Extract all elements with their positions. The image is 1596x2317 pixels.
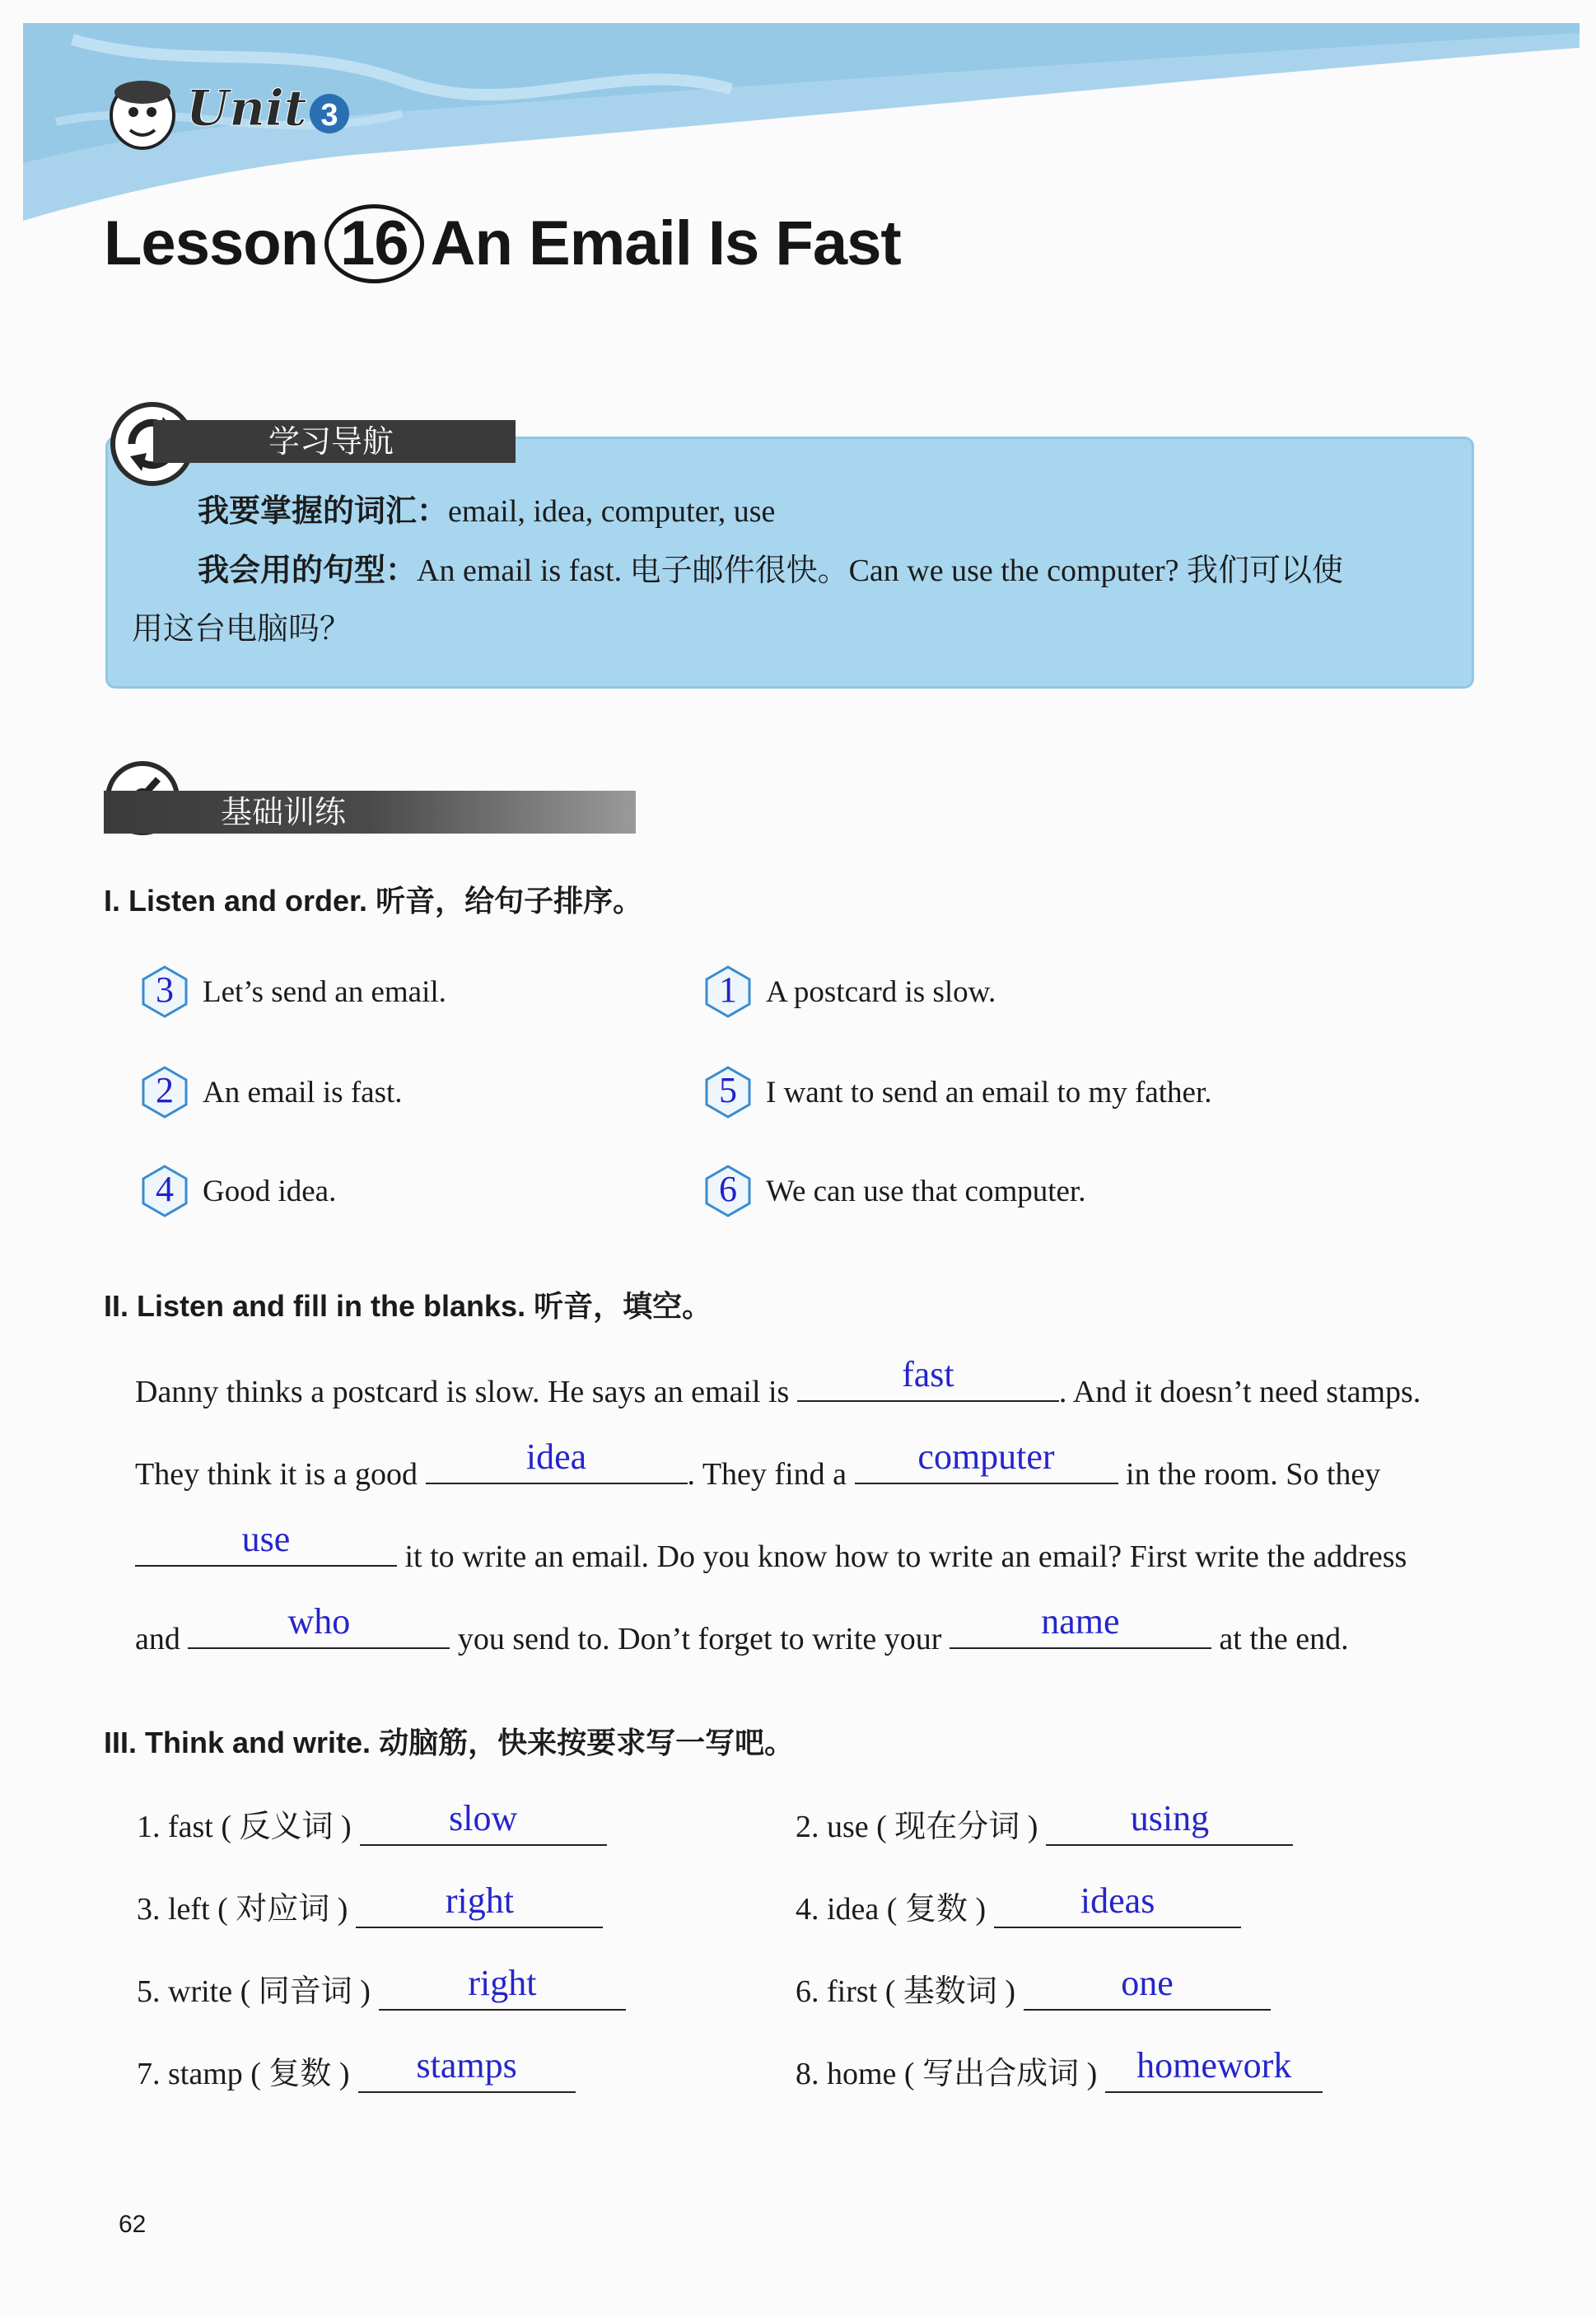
section-1-heading-zh: 听音，给句子排序。: [376, 884, 643, 918]
study-guide-tab: 学习导航: [153, 420, 516, 463]
fill-blank[interactable]: [950, 1601, 1211, 1649]
order-item: [702, 1165, 1085, 1217]
think-question: 1. fast ( 反义词 ): [137, 1810, 352, 1844]
passage-text: you send to. Don’t forget to write your: [457, 1622, 942, 1656]
fill-line-1: [135, 1354, 1471, 1410]
blank-answer: who: [287, 1601, 351, 1642]
think-item: [137, 2045, 576, 2093]
answer-hexagon: [702, 965, 754, 1018]
blank-answer: slow: [449, 1798, 518, 1838]
think-question: 8. home ( 写出合成词 ): [796, 2057, 1098, 2091]
order-number: 4: [156, 1169, 174, 1209]
think-item: [796, 2045, 1323, 2093]
think-question: 3. left ( 对应词 ): [137, 1892, 348, 1927]
think-item: [796, 1798, 1293, 1846]
answer-hexagon: [138, 965, 191, 1018]
fill-blank[interactable]: [358, 2045, 576, 2093]
think-question: 4. idea ( 复数 ): [796, 1892, 987, 1927]
vocab-label: 我要掌握的词汇：: [198, 492, 449, 529]
vocab-list: email, idea, computer, use: [448, 494, 776, 529]
blank-answer: right: [468, 1963, 537, 2003]
order-sentence: A postcard is slow.: [766, 974, 996, 1009]
sentence-line-2: 用这台电脑吗？: [132, 612, 352, 647]
order-number: 6: [719, 1169, 737, 1209]
fill-blank[interactable]: [1046, 1798, 1293, 1846]
fill-line-3: [135, 1519, 1471, 1575]
order-item: [702, 965, 996, 1018]
section-1-heading: [104, 878, 642, 920]
order-item: [702, 1066, 1212, 1119]
fill-blank[interactable]: [135, 1519, 397, 1567]
blank-answer: fast: [902, 1354, 954, 1394]
fill-line-2: [135, 1436, 1471, 1493]
vocab-line: [198, 491, 1466, 531]
answer-hexagon: [138, 1165, 191, 1217]
fill-blank[interactable]: [1105, 2045, 1323, 2093]
blank-answer: using: [1130, 1798, 1210, 1838]
order-item: [138, 965, 446, 1018]
think-question: 5. write ( 同音词 ): [137, 1974, 371, 2009]
answer-hexagon: [702, 1066, 754, 1119]
fill-blank[interactable]: [188, 1601, 450, 1649]
blank-answer: right: [445, 1880, 514, 1921]
fill-line-4: [135, 1601, 1471, 1657]
section-2-heading-zh: 听音，填空。: [534, 1289, 712, 1324]
order-number: 1: [719, 969, 737, 1010]
think-item: [796, 1965, 1271, 2011]
blank-answer: ideas: [1080, 1880, 1155, 1921]
unit-number: 3: [320, 98, 338, 133]
blank-answer: name: [1041, 1601, 1120, 1642]
passage-text: . They find a: [687, 1457, 847, 1492]
order-sentence: I want to send an email to my father.: [766, 1075, 1212, 1109]
fill-blank[interactable]: [360, 1798, 607, 1846]
order-sentence: An email is fast.: [203, 1075, 403, 1109]
sentences-text-1: An email is fast. 电子邮件很快。Can we use the computer? 我们可以使: [417, 554, 1344, 588]
blank-answer: one: [1121, 1963, 1174, 2003]
answer-hexagon: [138, 1066, 191, 1119]
passage-text: in the room. So they: [1126, 1457, 1381, 1492]
blank-answer: computer: [917, 1436, 1055, 1477]
lesson-number-badge: 16: [324, 204, 424, 283]
page-number: 62: [119, 2211, 147, 2238]
fill-blank[interactable]: [797, 1354, 1059, 1402]
section-2-heading: [104, 1283, 712, 1325]
sentences-label: 我会用的句型：: [198, 551, 418, 588]
section-2-heading-en: II. Listen and fill in the blanks.: [104, 1289, 526, 1323]
order-number: 5: [719, 1070, 737, 1110]
blank-answer: stamps: [416, 2045, 517, 2086]
lesson-word: Lesson: [104, 208, 319, 278]
think-item: [137, 1798, 607, 1846]
order-sentence: Good idea.: [203, 1174, 337, 1208]
order-item: [138, 1066, 403, 1119]
blank-answer: idea: [525, 1436, 587, 1477]
fill-blank[interactable]: [356, 1880, 603, 1928]
section-3-heading-zh: 动脑筋，快来按要求写一写吧。: [379, 1726, 795, 1760]
order-number: 3: [156, 969, 174, 1010]
think-item: [137, 1880, 603, 1928]
section-3-heading: [104, 1720, 794, 1762]
fill-blank[interactable]: [426, 1436, 688, 1484]
think-item: [796, 1880, 1241, 1928]
section-1-heading-en: I. Listen and order.: [104, 884, 368, 918]
answer-hexagon: [702, 1165, 754, 1217]
order-sentence: Let’s send an email.: [203, 974, 446, 1009]
order-number: 2: [156, 1070, 174, 1110]
fill-blank[interactable]: [994, 1880, 1241, 1928]
lesson-name: An Email Is Fast: [430, 208, 901, 278]
think-item: [137, 1965, 626, 2011]
fill-blank[interactable]: [379, 1963, 626, 2011]
blank-answer: homework: [1136, 2045, 1292, 2086]
passage-text: and: [135, 1622, 180, 1656]
blank-answer: use: [241, 1519, 291, 1559]
passage-text: . And it doesn’t need stamps.: [1058, 1375, 1421, 1409]
order-item: [138, 1165, 336, 1217]
passage-text: it to write an email. Do you know how to write an email? First write the address: [404, 1539, 1407, 1574]
unit-logo: [105, 58, 352, 156]
think-question: 6. first ( 基数词 ): [796, 1974, 1016, 2009]
sentence-line-1: [198, 550, 1466, 591]
section-3-heading-en: III. Think and write.: [104, 1726, 371, 1759]
passage-text: at the end.: [1219, 1622, 1349, 1656]
think-question: 2. use ( 现在分词 ): [796, 1810, 1038, 1844]
passage-text: They think it is a good: [135, 1457, 418, 1492]
fill-blank[interactable]: [855, 1436, 1118, 1484]
unit-label: Unit: [186, 80, 307, 138]
basic-training-tab: 基础训练: [104, 791, 636, 834]
lesson-title: [104, 204, 901, 283]
passage-text: Danny thinks a postcard is slow. He says an email is: [135, 1375, 790, 1409]
fill-blank[interactable]: [1024, 1963, 1271, 2011]
order-sentence: We can use that computer.: [766, 1174, 1086, 1208]
think-question: 7. stamp ( 复数 ): [137, 2057, 350, 2091]
